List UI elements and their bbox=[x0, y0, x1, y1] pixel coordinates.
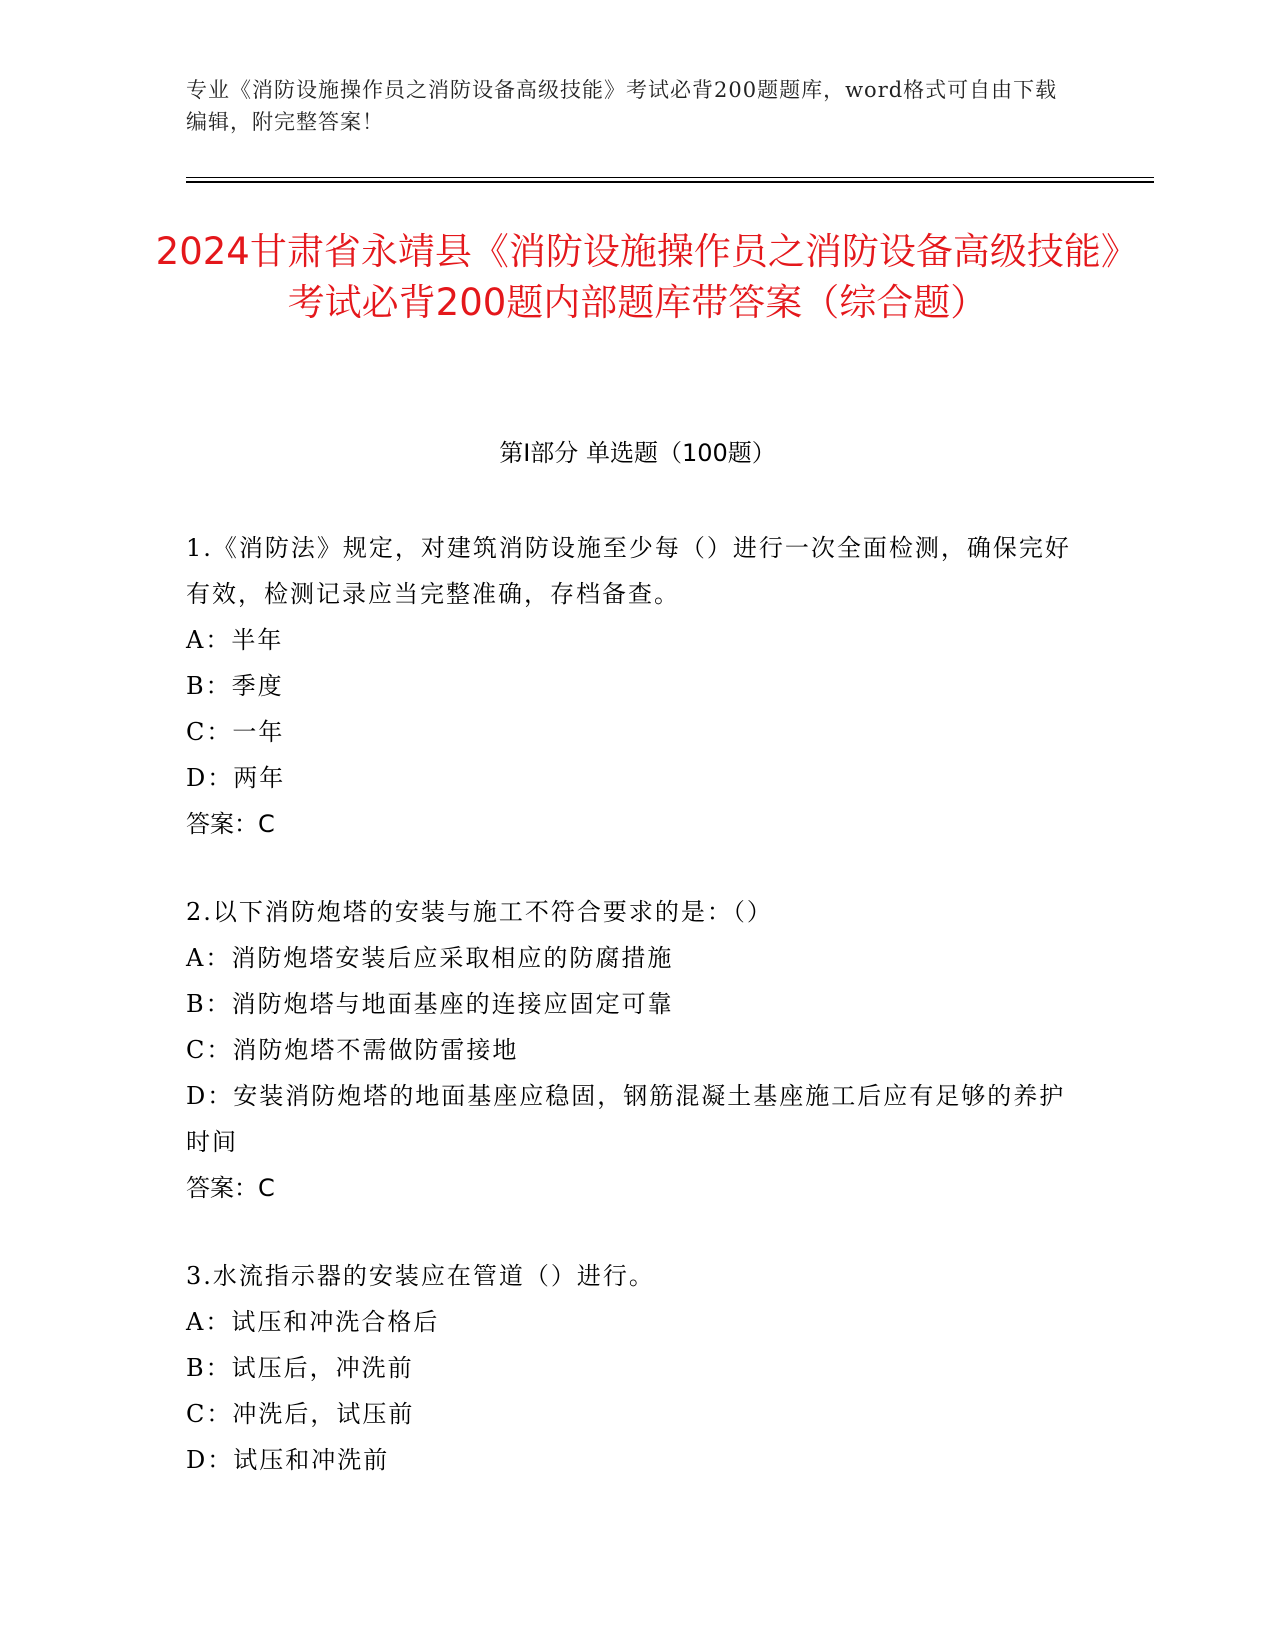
header-rule-thick bbox=[186, 181, 1154, 183]
option-a: A：试压和冲洗合格后 bbox=[186, 1308, 440, 1336]
option-b: B：试压后，冲洗前 bbox=[186, 1354, 414, 1382]
option-d: D：试压和冲洗前 bbox=[186, 1446, 390, 1474]
section-heading: 第I部分 单选题（100题） bbox=[499, 439, 776, 467]
option-b: B：消防炮塔与地面基座的连接应固定可靠 bbox=[186, 990, 674, 1018]
option-d: D：安装消防炮塔的地面基座应稳固，钢筋混凝土基座施工后应有足够的养护时间 bbox=[186, 1082, 1066, 1156]
answer: 答案：C bbox=[186, 1174, 275, 1202]
option-b: B：季度 bbox=[186, 672, 284, 700]
answer: 答案：C bbox=[186, 810, 275, 838]
question-2 bbox=[186, 889, 1086, 1211]
option-d: D：两年 bbox=[186, 764, 286, 792]
option-a: A：消防炮塔安装后应采取相应的防腐措施 bbox=[186, 944, 674, 972]
question-stem: 3.水流指示器的安装应在管道（）进行。 bbox=[186, 1262, 655, 1290]
header-note: 专业《消防设施操作员之消防设备高级技能》考试必背200题题库，word格式可自由下载编辑，附完整答案！ bbox=[186, 78, 1058, 134]
option-c: C：冲洗后，试压前 bbox=[186, 1400, 415, 1428]
question-stem: 1.《消防法》规定，对建筑消防设施至少每（）进行一次全面检测，确保完好有效，检测记录应当完整准确，存档备查。 bbox=[186, 534, 1071, 608]
header-rule-thin bbox=[186, 177, 1154, 178]
question-stem: 2.以下消防炮塔的安装与施工不符合要求的是：（） bbox=[186, 898, 773, 926]
question-3 bbox=[186, 1253, 1086, 1483]
option-a: A：半年 bbox=[186, 626, 284, 654]
option-c: C：一年 bbox=[186, 718, 285, 746]
question-1 bbox=[186, 525, 1086, 847]
question-list bbox=[186, 525, 1086, 1525]
document-title: 2024甘肃省永靖县《消防设施操作员之消防设备高级技能》考试必背200题内部题库带答案（综合题） bbox=[155, 230, 1120, 324]
option-c: C：消防炮塔不需做防雷接地 bbox=[186, 1036, 519, 1064]
